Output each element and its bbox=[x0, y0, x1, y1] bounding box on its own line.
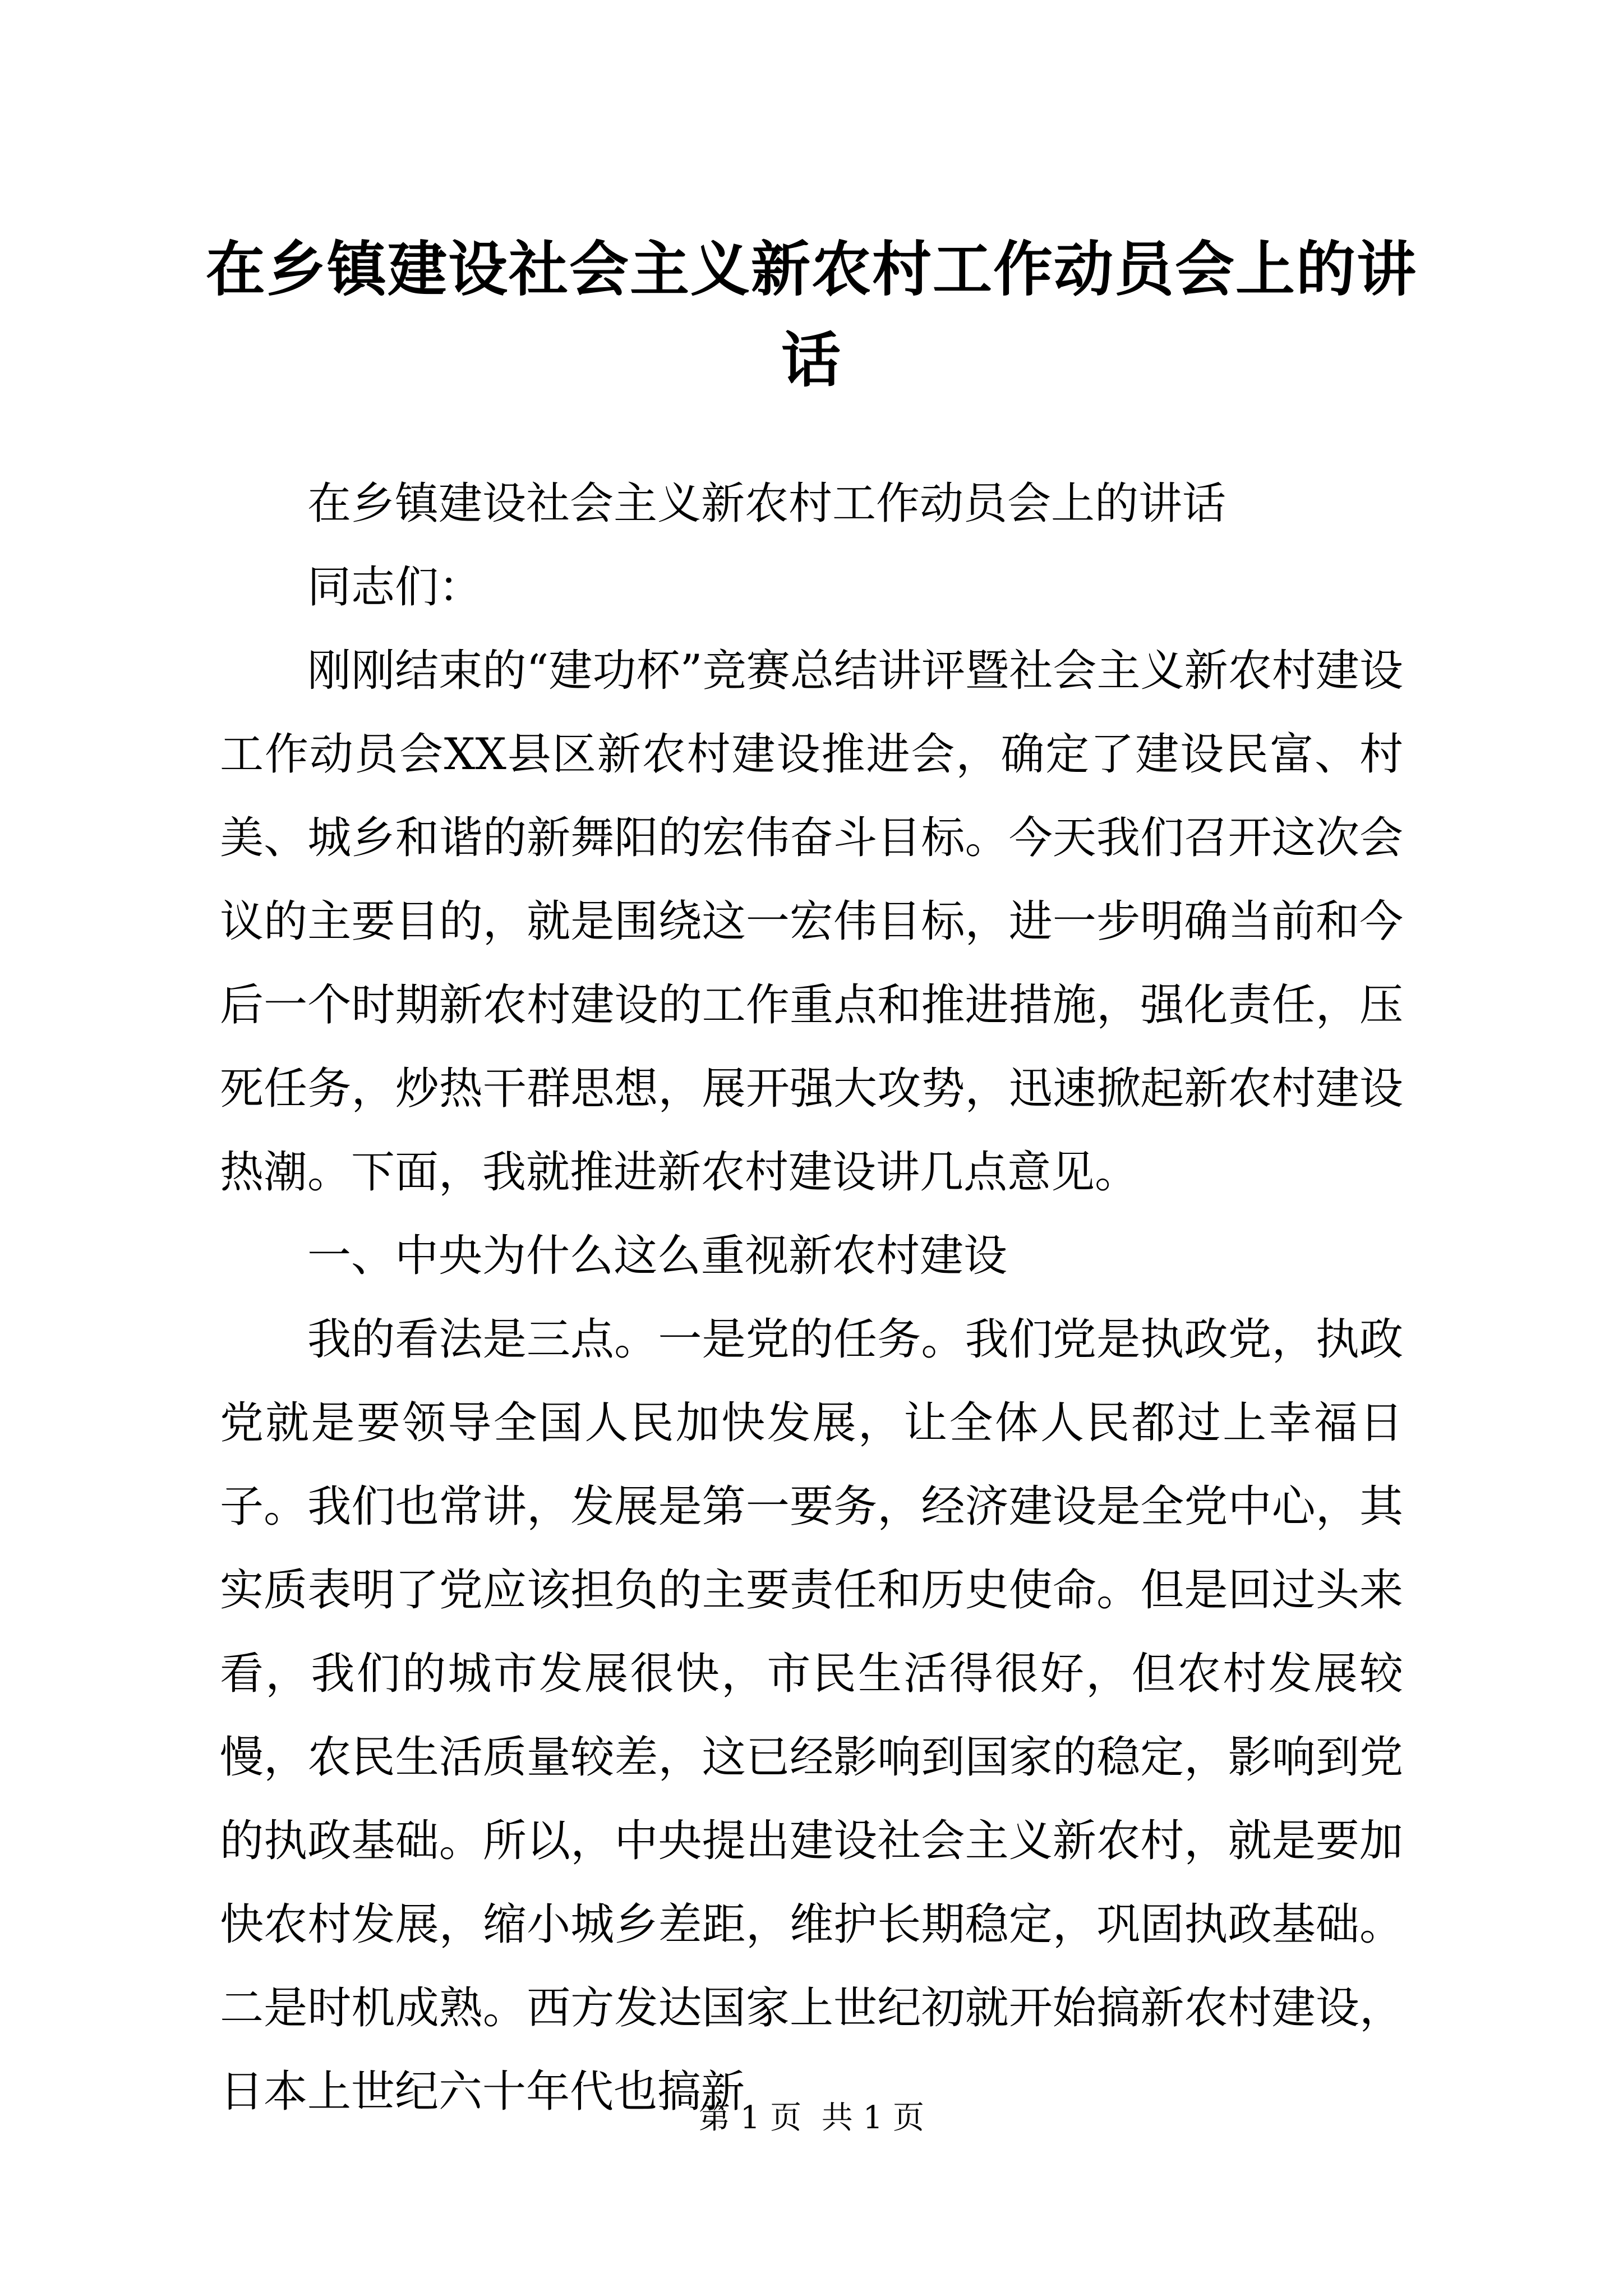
page-number-label: 第 1 页 共 1 页 bbox=[698, 2100, 925, 2136]
document-body bbox=[220, 462, 1403, 2134]
salutation-paragraph: 同志们： bbox=[307, 562, 483, 613]
document-title: 在乡镇建设社会主义新农村工作动员会上的讲话 bbox=[206, 235, 1417, 395]
body-paragraph: 刚刚结束的“建功杯”竞赛总结讲评暨社会主义新农村建设工作动员会XX县区新农村建设推进会，确定了建设民富、村美、城乡和谐的新舞阳的宏伟奋斗目标。今天我们召开这次会议的主要目的，就是围绕这一宏伟目标，进一步明确当前和今后一个时期新农村建设的工作重点和推进措施，强化责任，压死任务，炒热干群思想，展开强大攻势，迅速掀起新农村建设热潮。下面，我就推进新农村建设讲几点意见。 bbox=[220, 646, 1403, 1198]
section-heading: 一、中央为什么这么重视新农村建设 bbox=[307, 1231, 1008, 1281]
page-footer bbox=[0, 2098, 1623, 2138]
subtitle-paragraph: 在乡镇建设社会主义新农村工作动员会上的讲话 bbox=[307, 478, 1227, 529]
body-paragraph: 我的看法是三点。一是党的任务。我们党是执政党，执政党就是要领导全国人民加快发展，让全体人民都过上幸福日子。我们也常讲，发展是第一要务，经济建设是全党中心，其实质表明了党应该担负的主要责任和历史使命。但是回过头来看，我们的城市发展很快，市民生活得很好，但农村发展较慢，农民生活质量较差，这已经影响到国家的稳定，影响到党的执政基础。所以，中央提出建设社会主义新农村，就是要加快农村发展，缩小城乡差距，维护长期稳定，巩固执政基础。二是时机成熟。西方发达国家上世纪初就开始搞新农村建设，日本上世纪六十年代也搞新 bbox=[220, 1314, 1403, 2117]
